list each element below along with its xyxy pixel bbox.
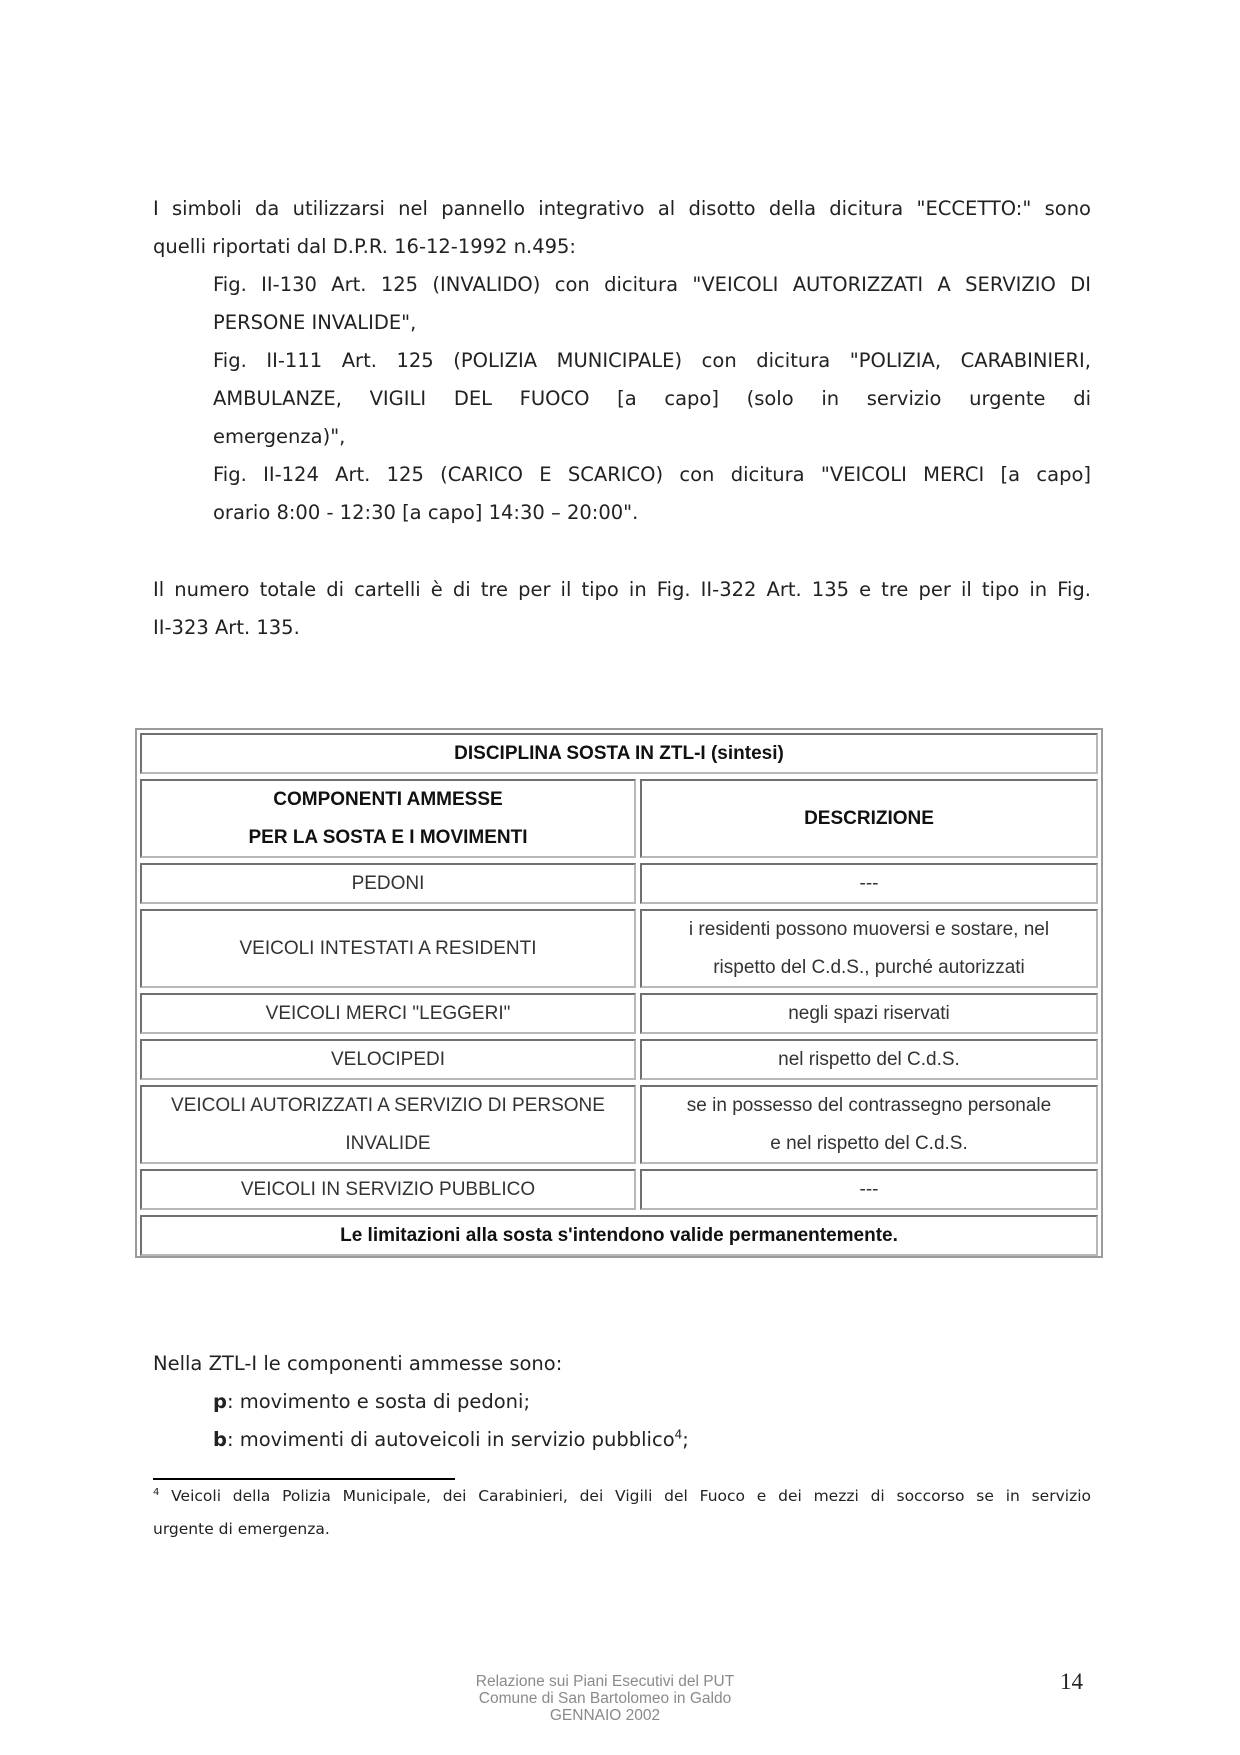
table-footer-text: Le limitazioni alla sosta s'intendono valide permanentemente. (340, 1224, 898, 1246)
component-item-b (213, 1421, 1091, 1459)
row-1-desc-text: --- (859, 872, 879, 894)
figure-item-3 (213, 456, 1091, 532)
page-number: 14 (1060, 1669, 1083, 1694)
table-header-description (640, 779, 1098, 858)
intro-line-1: I simboli da utilizzarsi nel pannello integrativo al disotto della dicitura "ECCETTO:" sono (153, 197, 1091, 220)
footnote-line-2: urgente di emergenza. (153, 1520, 330, 1538)
figure-2-line-3: emergenza)", (213, 425, 346, 448)
row-5-component-line-1: VEICOLI AUTORIZZATI A SERVIZIO DI PERSONE (171, 1094, 605, 1116)
components-intro-text: Nella ZTL-I le componenti ammesse sono: (153, 1352, 563, 1375)
intro-paragraph (153, 190, 1091, 266)
components-intro (153, 1345, 1091, 1383)
table-row-pedoni-component (140, 863, 636, 904)
footer-line-3: GENNAIO 2002 (549, 1707, 661, 1724)
header-description-text: DESCRIZIONE (804, 807, 934, 829)
footnote-mark: 4 (153, 1486, 160, 1498)
row-3-component-text: VEICOLI MERCI "LEGGERI" (265, 1002, 511, 1024)
figure-2-line-1: Fig. II-111 Art. 125 (POLIZIA MUNICIPALE) con dicitura "POLIZIA, CARABINIERI, (213, 349, 1091, 372)
figure-2-line-2: AMBULANZE, VIGILI DEL FUOCO [a capo] (solo in servizio urgente di (213, 387, 1091, 410)
figure-item-2 (213, 342, 1091, 456)
table-title (140, 733, 1098, 774)
row-2-desc-line-1: i residenti possono muoversi e sostare, nel (688, 918, 1050, 940)
component-item-p (213, 1383, 1091, 1421)
row-2-desc-line-2: rispetto del C.d.S., purché autorizzati (713, 956, 1025, 978)
footnote (153, 1480, 1091, 1546)
totals-line-1: Il numero totale di cartelli è di tre per il tipo in Fig. II-322 Art. 135 e tre per il tipo in Fig. (153, 578, 1091, 601)
row-6-component-text: VEICOLI IN SERVIZIO PUBBLICO (240, 1178, 536, 1200)
table-row-pedoni-desc (640, 863, 1098, 904)
row-4-desc-text: nel rispetto del C.d.S. (778, 1048, 960, 1070)
table-row-residenti-desc (640, 909, 1098, 988)
intro-line-2: quelli riportati dal D.P.R. 16-12-1992 n.495: (153, 235, 577, 258)
header-components-line-1: COMPONENTI AMMESSE (273, 788, 503, 810)
table-row-pubblico-desc (640, 1169, 1098, 1210)
totals-paragraph (153, 571, 1091, 647)
table-row-invalidi-component (140, 1085, 636, 1164)
row-5-desc-line-1: se in possesso del contrassegno personale (686, 1094, 1052, 1116)
table-row-velocipedi-desc (640, 1039, 1098, 1080)
table-row-merci-desc (640, 993, 1098, 1034)
row-5-desc-line-2: e nel rispetto del C.d.S. (770, 1132, 968, 1154)
component-p-text: : movimento e sosta di pedoni; (226, 1390, 531, 1413)
footnote-line-1: Veicoli della Polizia Municipale, dei Carabinieri, dei Vigili del Fuoco e dei mezzi di soccorso se in servizio (159, 1487, 1091, 1505)
row-6-desc-text: --- (859, 1178, 879, 1200)
table-row-merci-component (140, 993, 636, 1034)
table-row-residenti-component (140, 909, 636, 988)
table-row-velocipedi-component (140, 1039, 636, 1080)
row-3-desc-text: negli spazi riservati (788, 1002, 950, 1024)
row-2-component-text: VEICOLI INTESTATI A RESIDENTI (239, 937, 537, 959)
table-row-invalidi-desc (640, 1085, 1098, 1164)
component-b-text: : movimenti di autoveicoli in servizio pubblico (226, 1428, 675, 1451)
component-b-after: ; (682, 1428, 689, 1451)
footer-line-2: Comune di San Bartolomeo in Galdo (478, 1690, 732, 1707)
row-1-component-text: PEDONI (351, 872, 425, 894)
table-title-text: DISCIPLINA SOSTA IN ZTL-I (sintesi) (454, 742, 784, 764)
row-4-component-text: VELOCIPEDI (330, 1048, 446, 1070)
header-components-line-2: PER LA SOSTA E I MOVIMENTI (248, 826, 528, 848)
totals-line-2: II-323 Art. 135. (153, 616, 300, 639)
component-b-key: b (213, 1428, 227, 1451)
ztl-parking-table (135, 728, 1103, 1258)
footer-line-1: Relazione sui Piani Esecutivi del PUT (475, 1673, 735, 1690)
row-5-component-line-2: INVALIDE (345, 1132, 431, 1154)
figure-3-line-2: orario 8:00 - 12:30 [a capo] 14:30 – 20:00". (213, 501, 639, 524)
component-p-key: p (213, 1390, 227, 1413)
page-footer (420, 1673, 790, 1724)
figure-item-1 (213, 266, 1091, 342)
table-row-pubblico-component (140, 1169, 636, 1210)
figure-1-line-2: PERSONE INVALIDE", (213, 311, 417, 334)
table-footer-note (140, 1215, 1098, 1256)
figure-3-line-1: Fig. II-124 Art. 125 (CARICO E SCARICO) con dicitura "VEICOLI MERCI [a capo] (213, 463, 1091, 486)
footnote-reference: 4 (674, 1427, 683, 1442)
figure-1-line-1: Fig. II-130 Art. 125 (INVALIDO) con dicitura "VEICOLI AUTORIZZATI A SERVIZIO DI (213, 273, 1091, 296)
table-header-components (140, 779, 636, 858)
